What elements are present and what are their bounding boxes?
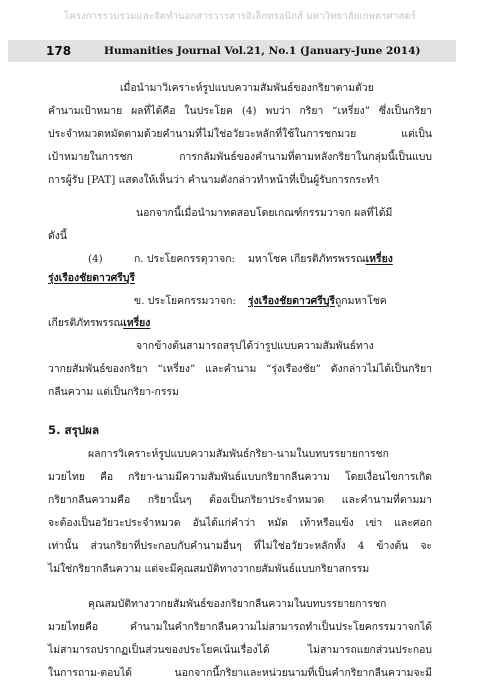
paragraph-line: จะต้องเป็นอวัยวะประจำหมวด อันได้แก่คำว่า หมัด เท้าหรือแข้ง เข่า และศอก	[48, 517, 432, 529]
example-verb-underlined: เหรี่ยง	[365, 253, 393, 265]
paragraph-line: เป้าหมายในการชก การกลัมพันธ์ของคำนามที่ตามหลังกริยาในกลุ่มนี้เป็นแบบ	[48, 151, 432, 163]
paragraph-line: กลืนความ แต่เป็นกริยา-กรรม	[48, 386, 179, 398]
paragraph-line: ดังนี้	[48, 230, 67, 242]
example-passive-text	[248, 294, 387, 308]
paragraph-line: ไม่ใช่กริยากลืนความ แต่จะมีคุณสมบัติทางวากยสัมพันธ์แบบกริยาสกรรม	[48, 563, 370, 575]
example-passive-subject-underlined: รุ่งเรืองชัยดาวศรีบุรี	[248, 295, 336, 307]
section-heading: 5. สรุปผล	[48, 423, 100, 437]
paragraph-line: ผลการวิเคราะห์รูปแบบความสัมพันธ์กริยา-นามในบทบรรยายการชก	[88, 448, 389, 460]
example-active-text	[248, 252, 393, 266]
example-active-subject: มหาโชค เกียรติภัทรพรรณ	[248, 253, 366, 265]
example-active-object	[48, 271, 135, 285]
example-passive-label: ข. ประโยคกรรมวาจก:	[134, 295, 236, 307]
paragraph-line: คำนามเป้าหมาย ผลที่ได้คือ ในประโยค (4) พบว่า กริยา “เหรี่ยง” ซึ่งเป็นกริยา	[48, 105, 432, 117]
paragraph-line: มวยไทย คือ กริยา-นามมีความสัมพันธ์แบบกริยากลืนความ โดยเงื่อนไขการเกิด	[48, 471, 432, 483]
page-number: 178	[46, 44, 72, 58]
paragraph-line: คุณสมบัติทางวากยสัมพันธ์ของกริยากลืนความในบทบรรยายการชก	[88, 598, 387, 610]
example-number: (4)	[88, 253, 103, 265]
paragraph-line: จากข้างต้นสามารถสรุปได้ว่ารูปแบบความสัมพันธ์ทาง	[136, 340, 374, 352]
watermark-text: โครงการรวบรวมและจัดทำนอกสารวารสารอิเล็กทรอนิกส์ มหาวิทยาลัยเกษตรศาสตร์	[64, 11, 416, 22]
example-passive-rest: ถูกมหาโชค	[335, 295, 387, 307]
paragraph-line: ไม่สามารถปรากฏเป็นส่วนของประโยคเน้นเรื่องได้ ไม่สามารถแยกส่วนประกอบ	[48, 644, 432, 656]
paragraph-line: มวยไทยคือ คำนามในคำกริยากลืนความไม่สามารถทำเป็นประโยคกรรมวาจกได้	[48, 621, 432, 633]
paragraph-line: ประจำหมวดหมัดตามด้วยคำนามที่ไม่ใช่อวัยวะหลักที่ใช้ในการชกมวย แต่เป็น	[48, 128, 432, 140]
example-passive-agent: เกียรติภัทรพรรณ	[48, 317, 124, 329]
paragraph-line: เท่านั้น ส่วนกริยาที่ประกอบกับคำนามอื่นๆ ที่ไม่ใช่อวัยวะหลักทั้ง 4 ข้างต้น จะ	[48, 540, 432, 552]
running-header	[8, 40, 456, 62]
example-active-label: ก. ประโยคกรรตุวาจก:	[134, 253, 236, 265]
paragraph-line: การผู้รับ [PAT] แสดงให้เห็นว่า คำนามดังกล่าวทำหน้าที่เป็นผู้รับการกระทำ	[48, 174, 380, 186]
paragraph-line: นอกจากนี้เมื่อนำมาทดสอบโดยเกณฑ์กรรมวาจก ผลที่ได้มี	[136, 207, 393, 219]
journal-title: Humanities Journal Vol.21, No.1 (January-June 2014)	[104, 45, 421, 57]
paragraph-line: กริยากลืนความคือ กริยานั้นๆ ต้องเป็นกริยาประจำหมวด และคำนามที่ตามมา	[48, 494, 432, 506]
paragraph-line: วากยสัมพันธ์ของกริยา “เหรี่ยง” และคำนาม “รุ่งเรืองชัย” ดังกล่าวไม่ได้เป็นกริยา	[48, 363, 432, 375]
paragraph-line: ในการถาม-ตอบได้ นอกจากนี้กริยาและหน่วยนามที่เป็นคำกริยากลืนความจะมี	[48, 667, 432, 679]
paragraph-line: เมื่อนำมาวิเคราะห์รูปแบบความสัมพันธ์ของกริยาตามตัวย	[120, 82, 374, 94]
example-passive-verb-underlined: เหรี่ยง	[123, 317, 151, 329]
example-object-underlined: รุ่งเรืองชัยดาวศรีบุรี	[48, 272, 136, 284]
example-passive-line2	[48, 316, 150, 330]
